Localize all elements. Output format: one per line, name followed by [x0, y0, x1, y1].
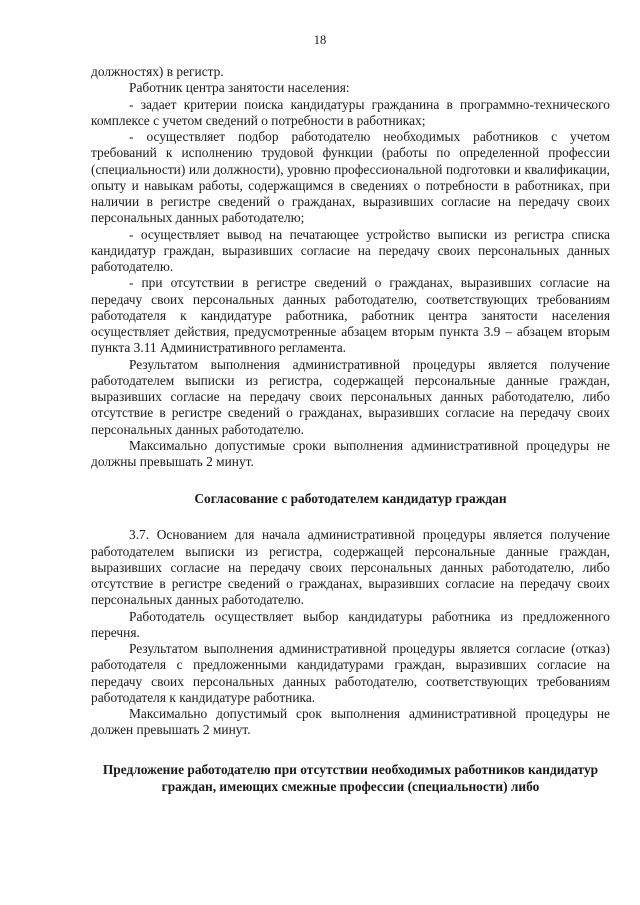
page-number: 18 [313, 33, 327, 47]
paragraph: Максимально допустимый срок выполнения административной процедуры не должен превышать 2 минут. [91, 706, 610, 738]
list-item: - задает критерии поиска кандидатуры гражданина в программно-технического комплексе с учетом сведений о потребности в работниках; [91, 96, 610, 128]
paragraph: Работодатель осуществляет выбор кандидатуры работника из предложенного перечня. [91, 608, 610, 640]
paragraph: Результатом выполнения административной процедуры является получение работодателем выписки из регистра, содержащей персональные данные граждан, выразивших согласие на передачу своих персональных данных работодателю, либо отсутствие в регистре сведений о гражданах, выразивших согласие на передачу своих персональных данных работодателю. [91, 356, 610, 437]
paragraph: Максимально допустимые сроки выполнения административной процедуры не должны превышать 2 минут. [91, 437, 610, 469]
section-heading: Согласование с работодателем кандидатур граждан [194, 491, 507, 507]
paragraph: Работник центра занятости населения: [129, 80, 350, 96]
paragraph: 3.7. Основанием для начала административной процедуры является получение работодателем выписки из регистра, содержащей персональные данные граждан, выразивших согласие на передачу своих персональных данных работодателю, либо отсутствие в регистре сведений о гражданах, выразивших согласие на передачу своих персональных данных работодателю. [91, 527, 610, 608]
section-heading: Предложение работодателю при отсутствии необходимых работников кандидатур граждан, имеющих смежные профессии (специальности) либо [102, 761, 599, 794]
document-body [91, 64, 610, 795]
paragraph: Результатом выполнения административной процедуры является согласие (отказ) работодателя с предложенными кандидатурами граждан, выразивших согласие на передачу своих персональных данных работодателю, соответствующих требованиям работодателя к кандидатуре работника. [91, 641, 610, 705]
list-item: - осуществляет подбор работодателю необходимых работников с учетом требований к исполнению трудовой функции (работы по определенной профессии (специальности) или должности), уровню профессиональной подготовки и квалификации, опыту и навыкам работы, содержащимся в сведениях о потребности в работниках, при наличии в регистре сведений о гражданах, выразивших согласие на передачу своих персональных данных работодателю; [91, 129, 610, 226]
paragraph: должностях) в регистр. [91, 64, 224, 79]
list-item: - при отсутствии в регистре сведений о гражданах, выразивших согласие на передачу своих персональных данных работодателю, соответствующих требованиям работодателя к кандидатуре работника, работник центра занятости населения осуществляет действия, предусмотренные абзацем вторым пункта 3.9 – абзацем вторым пункта 3.11 Административного регламента. [91, 275, 610, 356]
list-item: - осуществляет вывод на печатающее устройство выписки из регистра списка кандидатур граждан, выразивших согласие на передачу своих персональных данных работодателю. [91, 226, 610, 274]
